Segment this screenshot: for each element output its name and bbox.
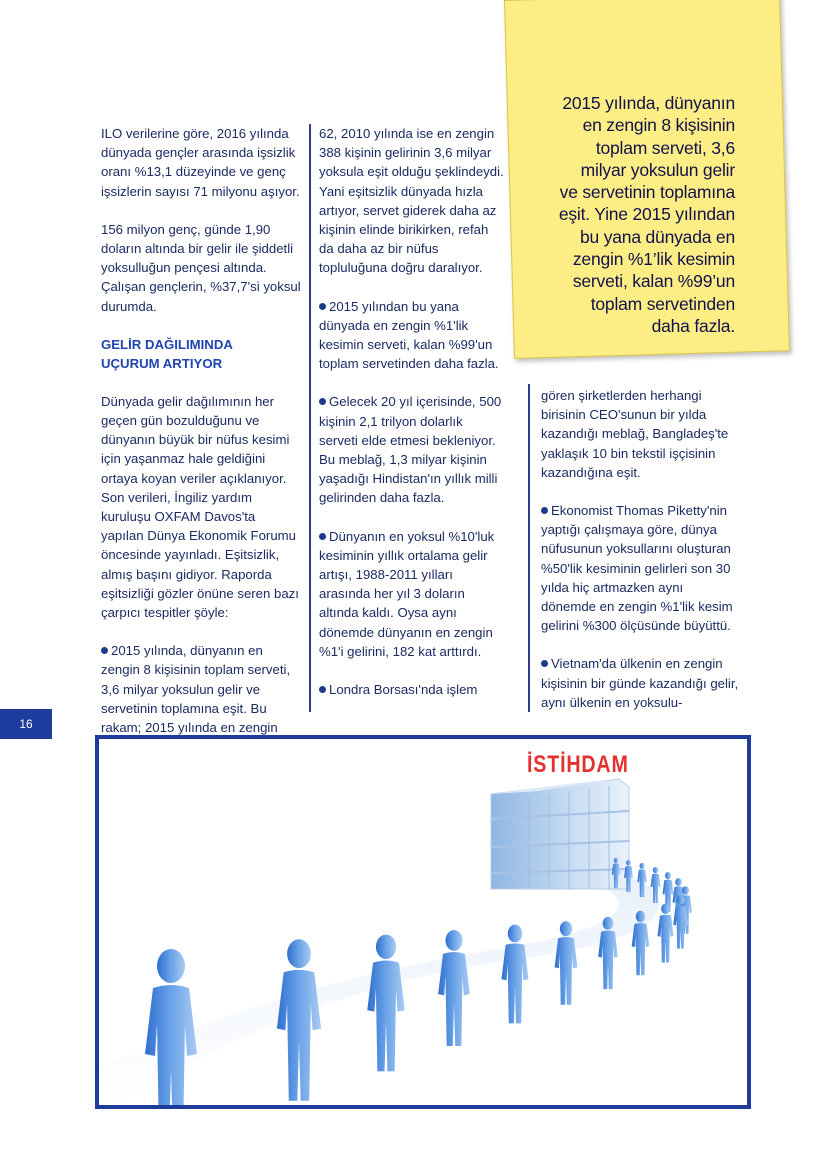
queue-illustration (99, 739, 747, 1105)
text-column-1 (101, 124, 301, 756)
text-column-2 (319, 124, 504, 718)
page-number: 16 (0, 709, 52, 739)
bullet-icon (319, 533, 326, 540)
bullet-paragraph (319, 297, 504, 374)
callout-line: daha fazla. (651, 315, 735, 336)
bullet-paragraph (541, 501, 741, 635)
bullet-paragraph (101, 641, 301, 737)
callout-line: bu yana dünyada en (579, 226, 735, 247)
bullet-icon (101, 647, 108, 654)
callout-line: toplam serveti, 3,6 (595, 137, 735, 158)
office-building (491, 779, 629, 889)
bullet-text: Gelecek 20 yıl içerisinde, 500 kişinin 2,1 trilyon dolarlık serveti elde etmesi bekleniyor. Bu meblağ, 1,3 milyar kişinin yaşadığı Hindistan'ın yıllık milli gelirinden daha fazla. (319, 394, 502, 506)
bullet-icon (319, 398, 326, 405)
bullet-text: Ekonomist Thomas Piketty'nin yaptığı çalışmaya göre, dünya nüfusunun yoksullarını oluşturan %50'lik kesiminin gelirleri son 30 yılda hiç artmazken aynı dönemde en zengin %1'lik kesim gelirini %300 ölçüsünde büyüttü. (541, 503, 733, 634)
figure-title: İSTİHDAM (527, 751, 629, 778)
heading-line: UÇURUM ARTIYOR (101, 355, 223, 371)
bullet-text: 2015 yılında, dünyanın en zengin 8 kişisinin toplam serveti, 3,6 milyar yoksulun gelir ve servetinin toplamına eşit. Bu rakam; 2015 yılında en zengin (101, 643, 291, 736)
bullet-paragraph (319, 527, 504, 661)
people-queue (145, 858, 692, 1105)
paragraph: Dünyada gelir dağılımının her geçen gün bozulduğunu ve dünyanın büyük bir nüfus kesimi için yaşanmaz hale geldiğini ortaya koyan veriler açıklanıyor. Son verileri, İngiliz yardım kuruluşu OXFAM Davos'ta yapılan Dünya Ekonomik Forumu öncesinde yayınladı. Eşitsizlik, almış başını gidiyor. Raporda eşitsizliği gözler önüne seren bazı çarpıcı tespitler şöyle: (101, 393, 299, 621)
paragraph: ILO verilerine göre, 2016 yılında dünyada gençler arasında işsizlik oranı %13,1 düzeyinde ve genç işsizlerin sayısı 71 milyonu aşıyor. (101, 126, 300, 199)
callout-line: ve servetinin toplamına (559, 182, 735, 203)
bullet-paragraph (319, 392, 504, 507)
section-heading (101, 335, 301, 373)
bullet-text: Dünyanın en yoksul %10'luk kesiminin yıllık ortalama gelir artışı, 1988-2011 yılları arasında her yıl 3 doların altında kaldı. Oysa aynı dönemde dünyanın en zengin %1'i gelirini, 182 kat arttırdı. (319, 528, 495, 659)
bullet-paragraph (541, 654, 741, 712)
column-divider (309, 124, 311, 712)
callout-line: 2015 yılında, dünyanın (562, 93, 735, 113)
callout-line: eşit. Yine 2015 yılından (558, 204, 735, 225)
callout-text (520, 92, 735, 337)
paragraph: 62, 2010 yılında ise en zengin 388 kişinin gelirinin 3,6 milyar yoksula eşit olduğu şeklindeydi. Yani eşitsizlik dünyada hızla artıyor, servet giderek daha az kişinin elinde birikirken, refah da daha az bir nüfus topluluğuna doğru daralıyor. (319, 126, 504, 276)
callout-line: en zengin 8 kişisinin (582, 115, 735, 136)
callout-line: toplam servetinden (590, 293, 735, 314)
callout-line: milyar yoksulun gelir (580, 159, 735, 180)
heading-line: GELİR DAĞILIMINDA (101, 336, 233, 352)
paragraph: 156 milyon genç, günde 1,90 doların altında bir gelir ile şiddetli yoksulluğun pençesi altında. Çalışan gençlerin, %37,7'si yoksul durumda. (101, 221, 301, 314)
bullet-text: Vietnam'da ülkenin en zengin kişisinin bir günde kazandığı gelir, aynı ülkenin en yoksulu- (541, 656, 739, 710)
callout-line: zengin %1’lik kesimin (572, 249, 735, 270)
paragraph: gören şirketlerden herhangi birisinin CEO'sunun bir yılda kazandığı meblağ, Bangladeş'te yaklaşık 10 bin tekstil işçisinin kazandığına eşit. (541, 388, 729, 480)
employment-illustration (95, 735, 751, 1109)
text-column-3 (541, 386, 741, 731)
bullet-text: Londra Borsası'nda işlem (329, 682, 478, 698)
bullet-icon (319, 303, 326, 310)
column-divider (528, 384, 530, 712)
bullet-icon (319, 686, 326, 693)
bullet-icon (541, 660, 548, 667)
bullet-text: 2015 yılından bu yana dünyada en zengin %1'lik kesimin serveti, kalan %99'un toplam servetinden daha fazla. (319, 298, 499, 372)
callout-line: serveti, kalan %99’un (572, 271, 735, 292)
bullet-paragraph (319, 680, 504, 699)
bullet-icon (541, 507, 548, 514)
